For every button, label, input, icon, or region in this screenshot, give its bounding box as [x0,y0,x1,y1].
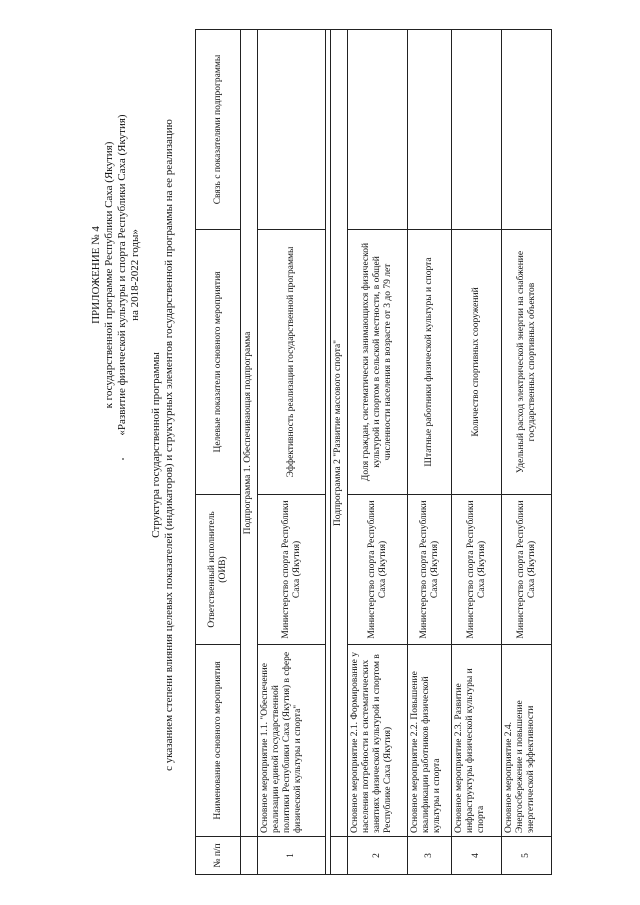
appendix-header [90,5,142,545]
structure-table [195,29,552,875]
row-num: 3 [408,837,452,875]
row-link [502,30,552,230]
appendix-program-name: «Развитие физической культуры и спорта Республики Саха (Якутия) [116,114,128,436]
row-event: Основное мероприятие 2.1. Формирование у населения потребности в систематических занятиях физической культурой и спортом в Республике Саха (Якутия) [348,645,408,837]
table-row [408,30,452,875]
row-num: 1 [258,837,326,875]
header-indicators: Целевые показатели основного мероприятия [196,230,241,495]
table-row [452,30,502,875]
row-indicators: Доля граждан, систематически занимающихся физической культурой и спортом в сельской местности, в общей численности населения в возрасте от 3 до 79 лет [348,230,408,495]
row-indicators: Штатные работники физической культуры и спорта [408,230,452,495]
row-link [258,30,326,230]
subprogram-row [241,30,258,875]
row-event: Основное мероприятие 1.1. "Обеспечение реализации единой государственной политики Республики Саха (Якутия) в сфере физической культуры и спорта" [258,645,326,837]
appendix-number: ПРИЛОЖЕНИЕ № 4 [90,226,102,324]
header-link: Связь с показателями подпрограммы [196,30,241,230]
appendix-years: на 2018-2022 годы» [129,229,141,321]
header-event: Наименование основного мероприятия [196,645,241,837]
row-indicators: Удельный расход электрической энергии на снабжение государственных спортивных объектов [502,230,552,495]
document-title [150,5,176,885]
table-row [258,30,326,875]
row-num: 2 [348,837,408,875]
subprogram-spacer [241,837,258,875]
row-indicators: Эффективность реализации государственной программы [258,230,326,495]
subprogram-1-title: Подпрограмма 1. Обеспечивающая подпрограмма [241,30,258,837]
table-row [348,30,408,875]
title-line-1: Структура государственной программы [150,352,162,538]
row-event: Основное мероприятие 2.4. Энергосбережение и повышение энергетической эффективности [502,645,552,837]
row-link [348,30,408,230]
row-event: Основное мероприятие 2.3. Развитие инфраструктуры физической культуры и спорта [452,645,502,837]
title-line-2: с указанием степени влияния целевых показателей (индикаторов) и структурных элементов государственной программы на ее реализацию [163,119,175,771]
row-executor: Министерство спорта Республики Саха (Якутия) [452,495,502,645]
row-link [452,30,502,230]
table-row [502,30,552,875]
subprogram-2-title: Подпрограмма 2 "Развитие массового спорта" [331,30,348,837]
row-event: Основное мероприятие 2.2. Повышение квалификации работников физической культуры и спорта [408,645,452,837]
row-num: 5 [502,837,552,875]
row-executor: Министерство спорта Республики Саха (Якутия) [502,495,552,645]
row-executor: Министерство спорта Республики Саха (Якутия) [408,495,452,645]
header-num: № п/п [196,837,241,875]
row-num: 4 [452,837,502,875]
header-executor: Ответственный исполнитель (ОИВ) [196,495,241,645]
table-header-row [196,30,241,875]
row-executor: Министерство спорта Республики Саха (Якутия) [258,495,326,645]
scan-speck [122,458,124,460]
row-executor: Министерство спорта Республики Саха (Якутия) [348,495,408,645]
row-link [408,30,452,230]
subprogram-row [331,30,348,875]
appendix-ref: к государственной программе Республики Саха (Якутия) [103,141,115,409]
subprogram-spacer [331,837,348,875]
row-indicators: Количество спортивных сооружений [452,230,502,495]
